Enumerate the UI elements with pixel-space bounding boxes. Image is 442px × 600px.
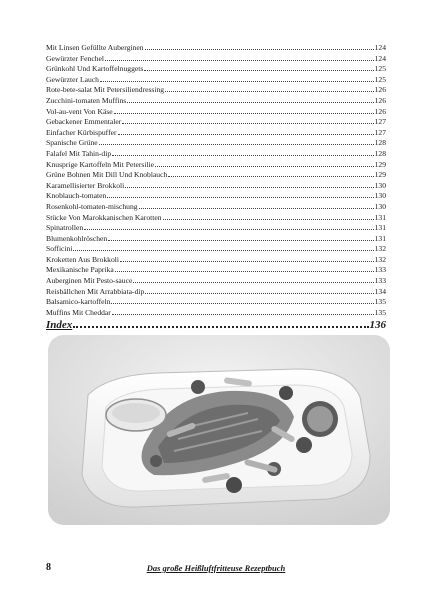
- dot-leader: [139, 201, 374, 209]
- toc-entry-page: 126: [374, 95, 386, 105]
- toc-entry[interactable]: [46, 159, 386, 170]
- toc-entry[interactable]: [46, 296, 386, 307]
- toc-entry-page: 126: [374, 85, 386, 95]
- toc-index-entry[interactable]: [46, 316, 386, 332]
- toc-entry-title: Vol-au-vent Von Käse: [46, 106, 113, 116]
- toc-entry-page: 131: [374, 212, 386, 222]
- toc-entry-page: 130: [374, 201, 386, 211]
- toc-entry[interactable]: [46, 137, 386, 148]
- toc-entry[interactable]: [46, 190, 386, 201]
- toc-entry-title: Sofficini: [46, 244, 73, 254]
- dot-leader: [100, 74, 374, 82]
- toc-entry-title: Mit Linsen Gefüllte Auberginen: [46, 43, 144, 52]
- dot-leader: [165, 84, 374, 92]
- toc-entry[interactable]: [46, 127, 386, 138]
- toc-entry-title: Reisbällchen Mit Arrabbiata-dip: [46, 286, 145, 296]
- toc-entry[interactable]: [46, 275, 386, 286]
- dot-leader: [112, 148, 373, 156]
- page-footer: [46, 562, 386, 578]
- toc-entry-title: Rosenkohl-tomaten-mischung: [46, 201, 138, 211]
- toc-entry[interactable]: [46, 212, 386, 223]
- toc-entry-page: 129: [374, 159, 386, 169]
- toc-entry-page: 133: [374, 265, 386, 275]
- toc-entry[interactable]: [46, 42, 386, 53]
- dot-leader: [99, 137, 374, 145]
- dot-leader: [73, 243, 373, 251]
- dot-leader: [108, 233, 373, 241]
- dot-leader: [120, 254, 374, 262]
- toc-entry[interactable]: [46, 148, 386, 159]
- toc-entry-page: 128: [374, 148, 386, 158]
- toc-entry-title: Balsamico-kartoffeln: [46, 297, 111, 307]
- book-title: Das große Heißluftfritteuse Rezeptbuch: [146, 563, 286, 573]
- toc-entry[interactable]: [46, 180, 386, 191]
- dot-leader: [114, 106, 374, 114]
- toc-entry-page: 128: [374, 138, 386, 148]
- toc-entry-page: 134: [374, 286, 386, 296]
- dot-leader: [73, 316, 368, 328]
- toc-entry[interactable]: [46, 106, 386, 117]
- toc-entry[interactable]: [46, 264, 386, 275]
- dot-leader: [115, 264, 374, 272]
- dot-leader: [125, 180, 373, 188]
- toc-entry-page: 135: [374, 297, 386, 307]
- dot-leader: [168, 169, 373, 177]
- dot-leader: [133, 275, 373, 283]
- toc-entry-title: Auberginen Mit Pesto-sauce: [46, 276, 133, 286]
- toc-entry-page: 132: [374, 244, 386, 254]
- toc-entry-page: 131: [374, 233, 386, 243]
- toc-entry-title: Zucchini-tomaten Muffins: [46, 95, 127, 105]
- toc-entry[interactable]: [46, 243, 386, 254]
- dot-leader: [163, 212, 374, 220]
- toc-entry[interactable]: [46, 84, 386, 95]
- toc-entry[interactable]: [46, 95, 386, 106]
- toc-entry-page: 124: [374, 53, 386, 63]
- toc-entry-page: 125: [374, 64, 386, 74]
- dot-leader: [145, 42, 374, 50]
- toc-entry-page: 135: [374, 307, 386, 317]
- dot-leader: [112, 307, 374, 315]
- toc-entry-page: 127: [374, 117, 386, 127]
- toc-entry-title: Rote-bete-salat Mit Petersiliendressing: [46, 85, 165, 95]
- toc-entry[interactable]: [46, 201, 386, 212]
- dot-leader: [107, 190, 373, 198]
- toc-entry[interactable]: [46, 286, 386, 297]
- toc-entry-title: Einfacher Kürbispuffer: [46, 127, 117, 137]
- toc-entry[interactable]: [46, 63, 386, 74]
- toc-entry-page: 126: [374, 106, 386, 116]
- toc-entry[interactable]: [46, 74, 386, 85]
- toc-entry-title: Gebackener Emmentaler: [46, 117, 122, 127]
- toc-entry[interactable]: [46, 116, 386, 127]
- page-number: 8: [46, 562, 51, 573]
- toc-entry-page: 130: [374, 191, 386, 201]
- toc-entry-page: 125: [374, 74, 386, 84]
- toc-entry-title: Knoblauch-tomaten: [46, 191, 107, 201]
- toc-index-page: 136: [369, 319, 386, 331]
- toc-entry[interactable]: [46, 254, 386, 265]
- toc-entry-title: Spinatrollen: [46, 223, 84, 233]
- toc-entry-page: 127: [374, 127, 386, 137]
- dot-leader: [111, 296, 373, 304]
- toc-entry-title: Blumenkohlröschen: [46, 233, 108, 243]
- dot-leader: [122, 116, 373, 124]
- toc-entry-title: Grüne Bohnen Mit Dill Und Knoblauch: [46, 170, 168, 180]
- toc-entry-page: 129: [374, 170, 386, 180]
- table-of-contents: [46, 42, 386, 317]
- toc-entry-title: Muffins Mit Cheddar: [46, 307, 111, 317]
- dot-leader: [118, 127, 374, 135]
- toc-entry-page: 131: [374, 223, 386, 233]
- toc-entry-title: Knusprige Kartoffeln Mit Petersilie: [46, 159, 155, 169]
- toc-entry[interactable]: [46, 53, 386, 64]
- toc-entry-page: 124: [374, 43, 386, 52]
- toc-entry[interactable]: [46, 233, 386, 244]
- toc-index-title: Index: [46, 319, 73, 331]
- toc-entry-title: Karamellisierter Brokkoli: [46, 180, 125, 190]
- dot-leader: [127, 95, 373, 103]
- toc-entry[interactable]: [46, 222, 386, 233]
- toc-entry-title: Gewürzter Fenchel: [46, 53, 104, 63]
- toc-entry-title: Mexikanische Paprika: [46, 265, 114, 275]
- toc-entry-page: 133: [374, 276, 386, 286]
- toc-entry-page: 132: [374, 254, 386, 264]
- dot-leader: [84, 222, 373, 230]
- dot-leader: [105, 53, 374, 61]
- toc-entry-title: Kroketten Aus Brokkoli: [46, 254, 119, 264]
- toc-entry-title: Gewürzter Lauch: [46, 74, 99, 84]
- dot-leader: [155, 159, 374, 167]
- toc-entry-title: Spanische Grüne: [46, 138, 98, 148]
- toc-entry-page: 130: [374, 180, 386, 190]
- dot-leader: [145, 286, 373, 294]
- food-photo: [48, 335, 390, 525]
- dot-leader: [144, 63, 373, 71]
- toc-entry-title: Falafel Mit Tahin-dip: [46, 148, 112, 158]
- toc-entry-title: Grünkohl Und Kartoffelnuggets: [46, 64, 144, 74]
- toc-entry-title: Stücke Von Marokkanischen Karotten: [46, 212, 162, 222]
- toc-entry[interactable]: [46, 169, 386, 180]
